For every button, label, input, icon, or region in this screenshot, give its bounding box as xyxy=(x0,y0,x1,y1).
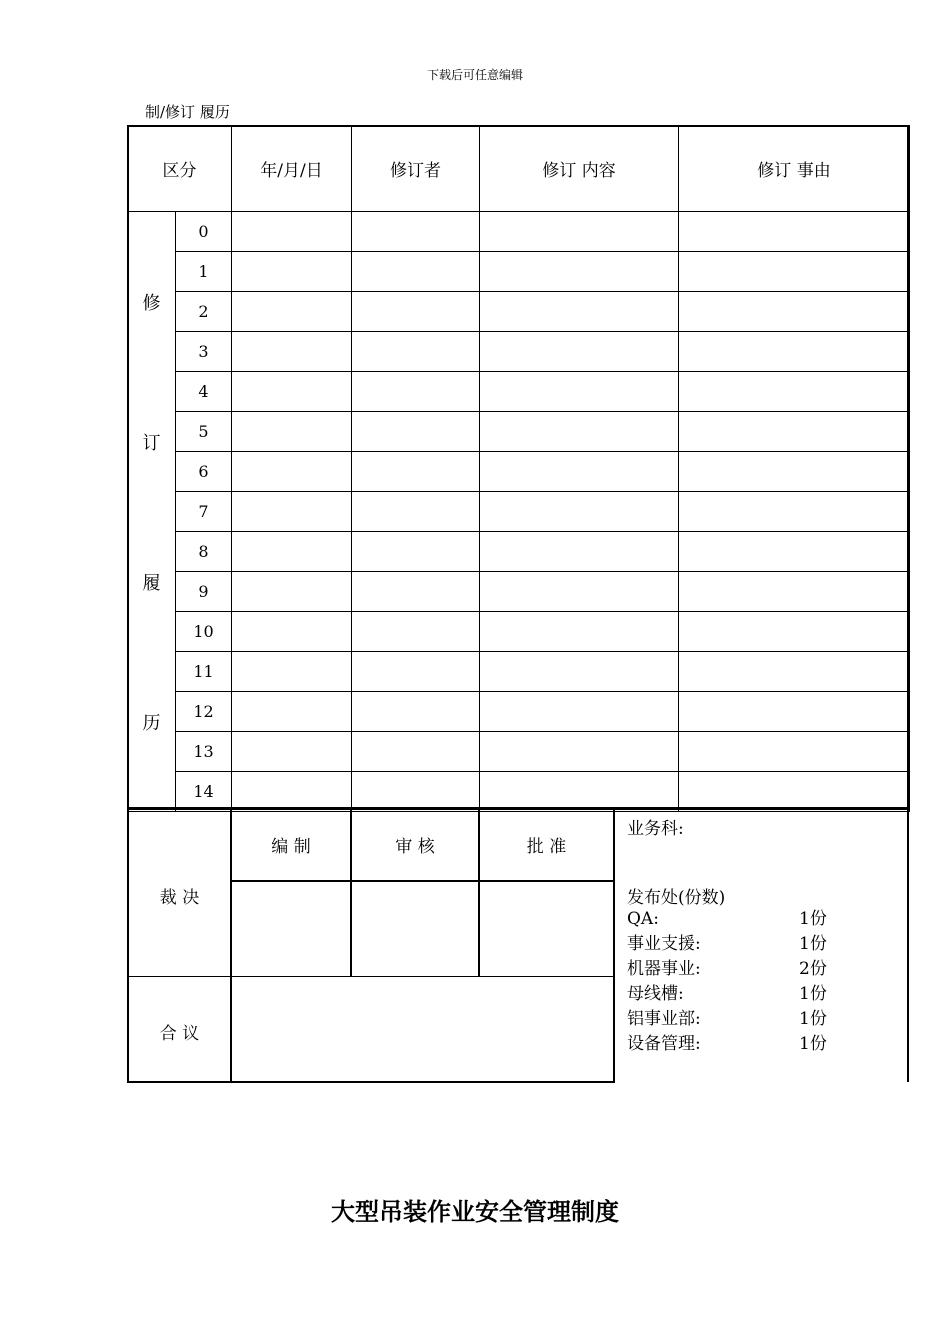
table-row xyxy=(128,532,910,572)
reason-cell[interactable] xyxy=(679,772,910,812)
reason-cell[interactable] xyxy=(679,292,910,332)
date-cell[interactable] xyxy=(232,612,352,652)
header-note: 下载后可任意编辑 xyxy=(426,68,523,82)
date-cell[interactable] xyxy=(232,692,352,732)
list-item: 母线槽: 1份 xyxy=(627,984,827,1004)
list-item: 机器事业: 2份 xyxy=(627,959,827,979)
content-cell[interactable] xyxy=(480,412,679,452)
decision-label: 裁 决 xyxy=(159,888,200,908)
date-cell[interactable] xyxy=(232,532,352,572)
reason-cell[interactable] xyxy=(679,692,910,732)
reason-cell[interactable] xyxy=(679,252,910,292)
reason-cell[interactable] xyxy=(679,572,910,612)
table-row xyxy=(128,732,910,772)
reviser-cell[interactable] xyxy=(352,332,480,372)
date-cell[interactable] xyxy=(232,452,352,492)
date-cell[interactable] xyxy=(232,212,352,252)
reason-cell[interactable] xyxy=(679,612,910,652)
vertical-label-char: 历 xyxy=(142,712,161,734)
date-cell[interactable] xyxy=(232,492,352,532)
vertical-label-char: 履 xyxy=(142,572,161,594)
reviser-cell[interactable] xyxy=(352,692,480,732)
date-cell[interactable] xyxy=(232,332,352,372)
document-title: 大型吊装作业安全管理制度 xyxy=(331,1197,619,1226)
reviser-cell[interactable] xyxy=(352,612,480,652)
row-number: 8 xyxy=(176,532,232,572)
table-row xyxy=(128,572,910,612)
reviser-cell[interactable] xyxy=(352,372,480,412)
table-row xyxy=(128,332,910,372)
row-number: 2 xyxy=(176,292,232,332)
consultation-cell[interactable] xyxy=(232,978,613,1081)
row-number: 7 xyxy=(176,492,232,532)
row-number: 12 xyxy=(176,692,232,732)
reason-cell[interactable] xyxy=(679,372,910,412)
content-cell[interactable] xyxy=(480,532,679,572)
content-cell[interactable] xyxy=(480,692,679,732)
date-cell[interactable] xyxy=(232,412,352,452)
table-row xyxy=(128,372,910,412)
reviewed-by-signature-cell[interactable] xyxy=(352,882,478,976)
content-cell[interactable] xyxy=(480,572,679,612)
content-cell[interactable] xyxy=(480,252,679,292)
reason-cell[interactable] xyxy=(679,332,910,372)
row-number: 5 xyxy=(176,412,232,452)
consultation-label: 合 议 xyxy=(159,1024,200,1044)
column-header: 修订者 xyxy=(352,126,480,212)
column-header: 区分 xyxy=(128,126,232,212)
row-number: 6 xyxy=(176,452,232,492)
content-cell[interactable] xyxy=(480,332,679,372)
column-header: 年/月/日 xyxy=(232,126,352,212)
row-number: 11 xyxy=(176,652,232,692)
list-item: QA: 1份 xyxy=(627,909,827,929)
content-cell[interactable] xyxy=(480,212,679,252)
reason-cell[interactable] xyxy=(679,492,910,532)
reason-cell[interactable] xyxy=(679,212,910,252)
revision-table xyxy=(127,125,910,812)
reason-cell[interactable] xyxy=(679,532,910,572)
date-cell[interactable] xyxy=(232,732,352,772)
row-number: 4 xyxy=(176,372,232,412)
reviser-cell[interactable] xyxy=(352,252,480,292)
table-row xyxy=(128,772,910,812)
prepared-by-signature-cell[interactable] xyxy=(232,882,350,976)
approved-by-signature-cell[interactable] xyxy=(480,882,613,976)
table-row xyxy=(128,612,910,652)
list-item: 事业支援: 1份 xyxy=(627,934,827,954)
date-cell[interactable] xyxy=(232,652,352,692)
date-cell[interactable] xyxy=(232,292,352,332)
reviser-cell[interactable] xyxy=(352,572,480,612)
vertical-label-cell xyxy=(128,212,176,812)
row-number: 14 xyxy=(176,772,232,812)
revision-history-label: 制/修订 履历 xyxy=(145,103,230,121)
table-header-row xyxy=(128,126,910,212)
row-number: 1 xyxy=(176,252,232,292)
reviser-cell[interactable] xyxy=(352,732,480,772)
reason-cell[interactable] xyxy=(679,732,910,772)
table-row xyxy=(128,212,910,252)
reviser-cell[interactable] xyxy=(352,492,480,532)
table-row xyxy=(128,412,910,452)
content-cell[interactable] xyxy=(480,772,679,812)
distribution-title: 发布处(份数) xyxy=(627,888,726,908)
row-number: 10 xyxy=(176,612,232,652)
reviser-cell[interactable] xyxy=(352,532,480,572)
row-number: 13 xyxy=(176,732,232,772)
reviser-cell[interactable] xyxy=(352,652,480,692)
content-cell[interactable] xyxy=(480,612,679,652)
date-cell[interactable] xyxy=(232,252,352,292)
reviser-cell[interactable] xyxy=(352,292,480,332)
reviser-cell[interactable] xyxy=(352,452,480,492)
reviser-cell[interactable] xyxy=(352,412,480,452)
list-item: 铝事业部: 1份 xyxy=(627,1009,827,1029)
distribution-list xyxy=(627,907,827,1057)
content-cell[interactable] xyxy=(480,492,679,532)
table-row xyxy=(128,292,910,332)
table-row xyxy=(128,492,910,532)
date-cell[interactable] xyxy=(232,572,352,612)
reason-cell[interactable] xyxy=(679,452,910,492)
row-number: 9 xyxy=(176,572,232,612)
date-cell[interactable] xyxy=(232,772,352,812)
column-header: 修订 事由 xyxy=(679,126,910,212)
vertical-label-char: 订 xyxy=(142,432,161,454)
content-cell[interactable] xyxy=(480,452,679,492)
table-row xyxy=(128,652,910,692)
reason-cell[interactable] xyxy=(679,652,910,692)
row-number: 0 xyxy=(176,212,232,252)
vertical-label-char: 修 xyxy=(142,292,161,314)
reviewed-by-label: 审 核 xyxy=(395,837,435,857)
table-row xyxy=(128,252,910,292)
prepared-by-label: 编 制 xyxy=(271,837,311,857)
department-label: 业务科: xyxy=(627,819,684,839)
column-header: 修订 内容 xyxy=(480,126,679,212)
reviser-cell[interactable] xyxy=(352,212,480,252)
reviser-cell[interactable] xyxy=(352,772,480,812)
content-cell[interactable] xyxy=(480,652,679,692)
list-item: 设备管理: 1份 xyxy=(627,1034,827,1054)
content-cell[interactable] xyxy=(480,372,679,412)
reason-cell[interactable] xyxy=(679,412,910,452)
content-cell[interactable] xyxy=(480,732,679,772)
content-cell[interactable] xyxy=(480,292,679,332)
table-row xyxy=(128,692,910,732)
date-cell[interactable] xyxy=(232,372,352,412)
approved-by-label: 批 准 xyxy=(526,837,567,857)
table-row xyxy=(128,452,910,492)
row-number: 3 xyxy=(176,332,232,372)
